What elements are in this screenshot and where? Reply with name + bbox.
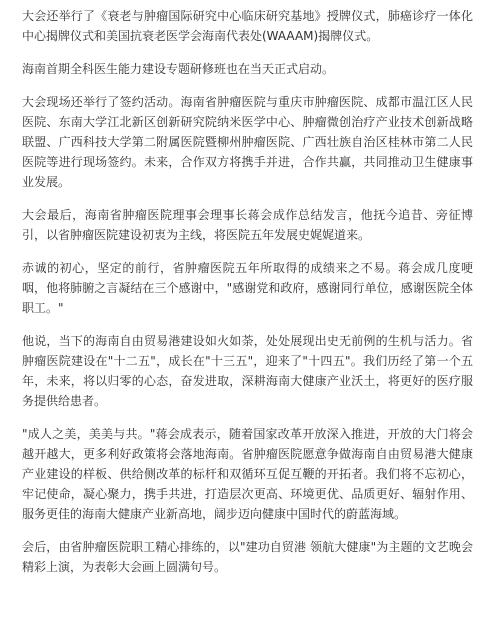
paragraph-signing-activity: 大会现场还举行了签约活动。海南省肿瘤医院与重庆市肿瘤医院、成都市温江区人民医院、东南大学江北新区创新研究院纳米医学中心、肿瘤微创治疗产业技术创新战略联盟、广西科技大学第二附属医院暨柳州肿瘤医院、广西壮族自治区桂林市第二人民医院等进行现场签约。未来，合作双方将携手并进，合作共赢，共同推动卫生健康事业发展。 <box>22 95 473 189</box>
paragraph-three-thanks: 赤诚的初心，坚定的前行，省肿瘤医院五年所取得的成绩来之不易。蒋会成几度哽咽，他将肺腑之言凝结在三个感谢中，"感谢党和政府，感谢同行单位，感谢医院全体职工。" <box>22 261 473 315</box>
paragraph-training-launch: 海南首期全科医生能力建设专题研修班也在当天正式启动。 <box>22 62 335 76</box>
paragraph-five-year-plans: 他说，当下的海南自由贸易港建设如火如荼，处处展现出史无前例的生机与活力。省肿瘤医院建设在"十二五"，成长在"十三五"，迎来了"十四五"。我们历经了第一个五年，未来，将以归零的心态，奋发进取，深耕海南大健康产业沃土，将更好的医疗服务提供给患者。 <box>22 334 473 408</box>
paragraph-future-vision: "成人之美，美美与共。"蒋会成表示，随着国家改革开放深入推进，开放的大门将会越开越大，更多利好政策将会落地海南。省肿瘤医院愿意争做海南自由贸易港大健康产业建设的样板、供给侧改革的标杆和双循环互促互鞭的开拓者。我们将不忘初心，牢记使命，凝心聚力，携手共进，打造层次更高、环境更优、品质更好、辐射作用、服务更佳的海南大健康产业新高地，阔步迈向健康中国时代的蔚蓝海域。 <box>22 427 473 521</box>
paragraph-evening-gala: 会后，由省肿瘤医院职工精心排练的，以"建功自贸港 领航大健康"为主题的文艺晚会精彩上演，为表彰大会画上圆满句号。 <box>22 540 473 574</box>
paragraph-closing-speech: 大会最后，海南省肿瘤医院理事会理事长蒋会成作总结发言，他抚今追昔、旁征博引，以省肿瘤医院建设初衷为主线，将医院五年发展史娓娓道来。 <box>22 208 473 242</box>
paragraph-unveiling-ceremonies: 大会还举行了《衰老与肿瘤国际研究中心临床研究基地》授牌仪式，肺癌诊疗一体化中心揭牌仪式和美国抗衰老医学会海南代表处(WAAAM)揭牌仪式。 <box>22 9 473 43</box>
